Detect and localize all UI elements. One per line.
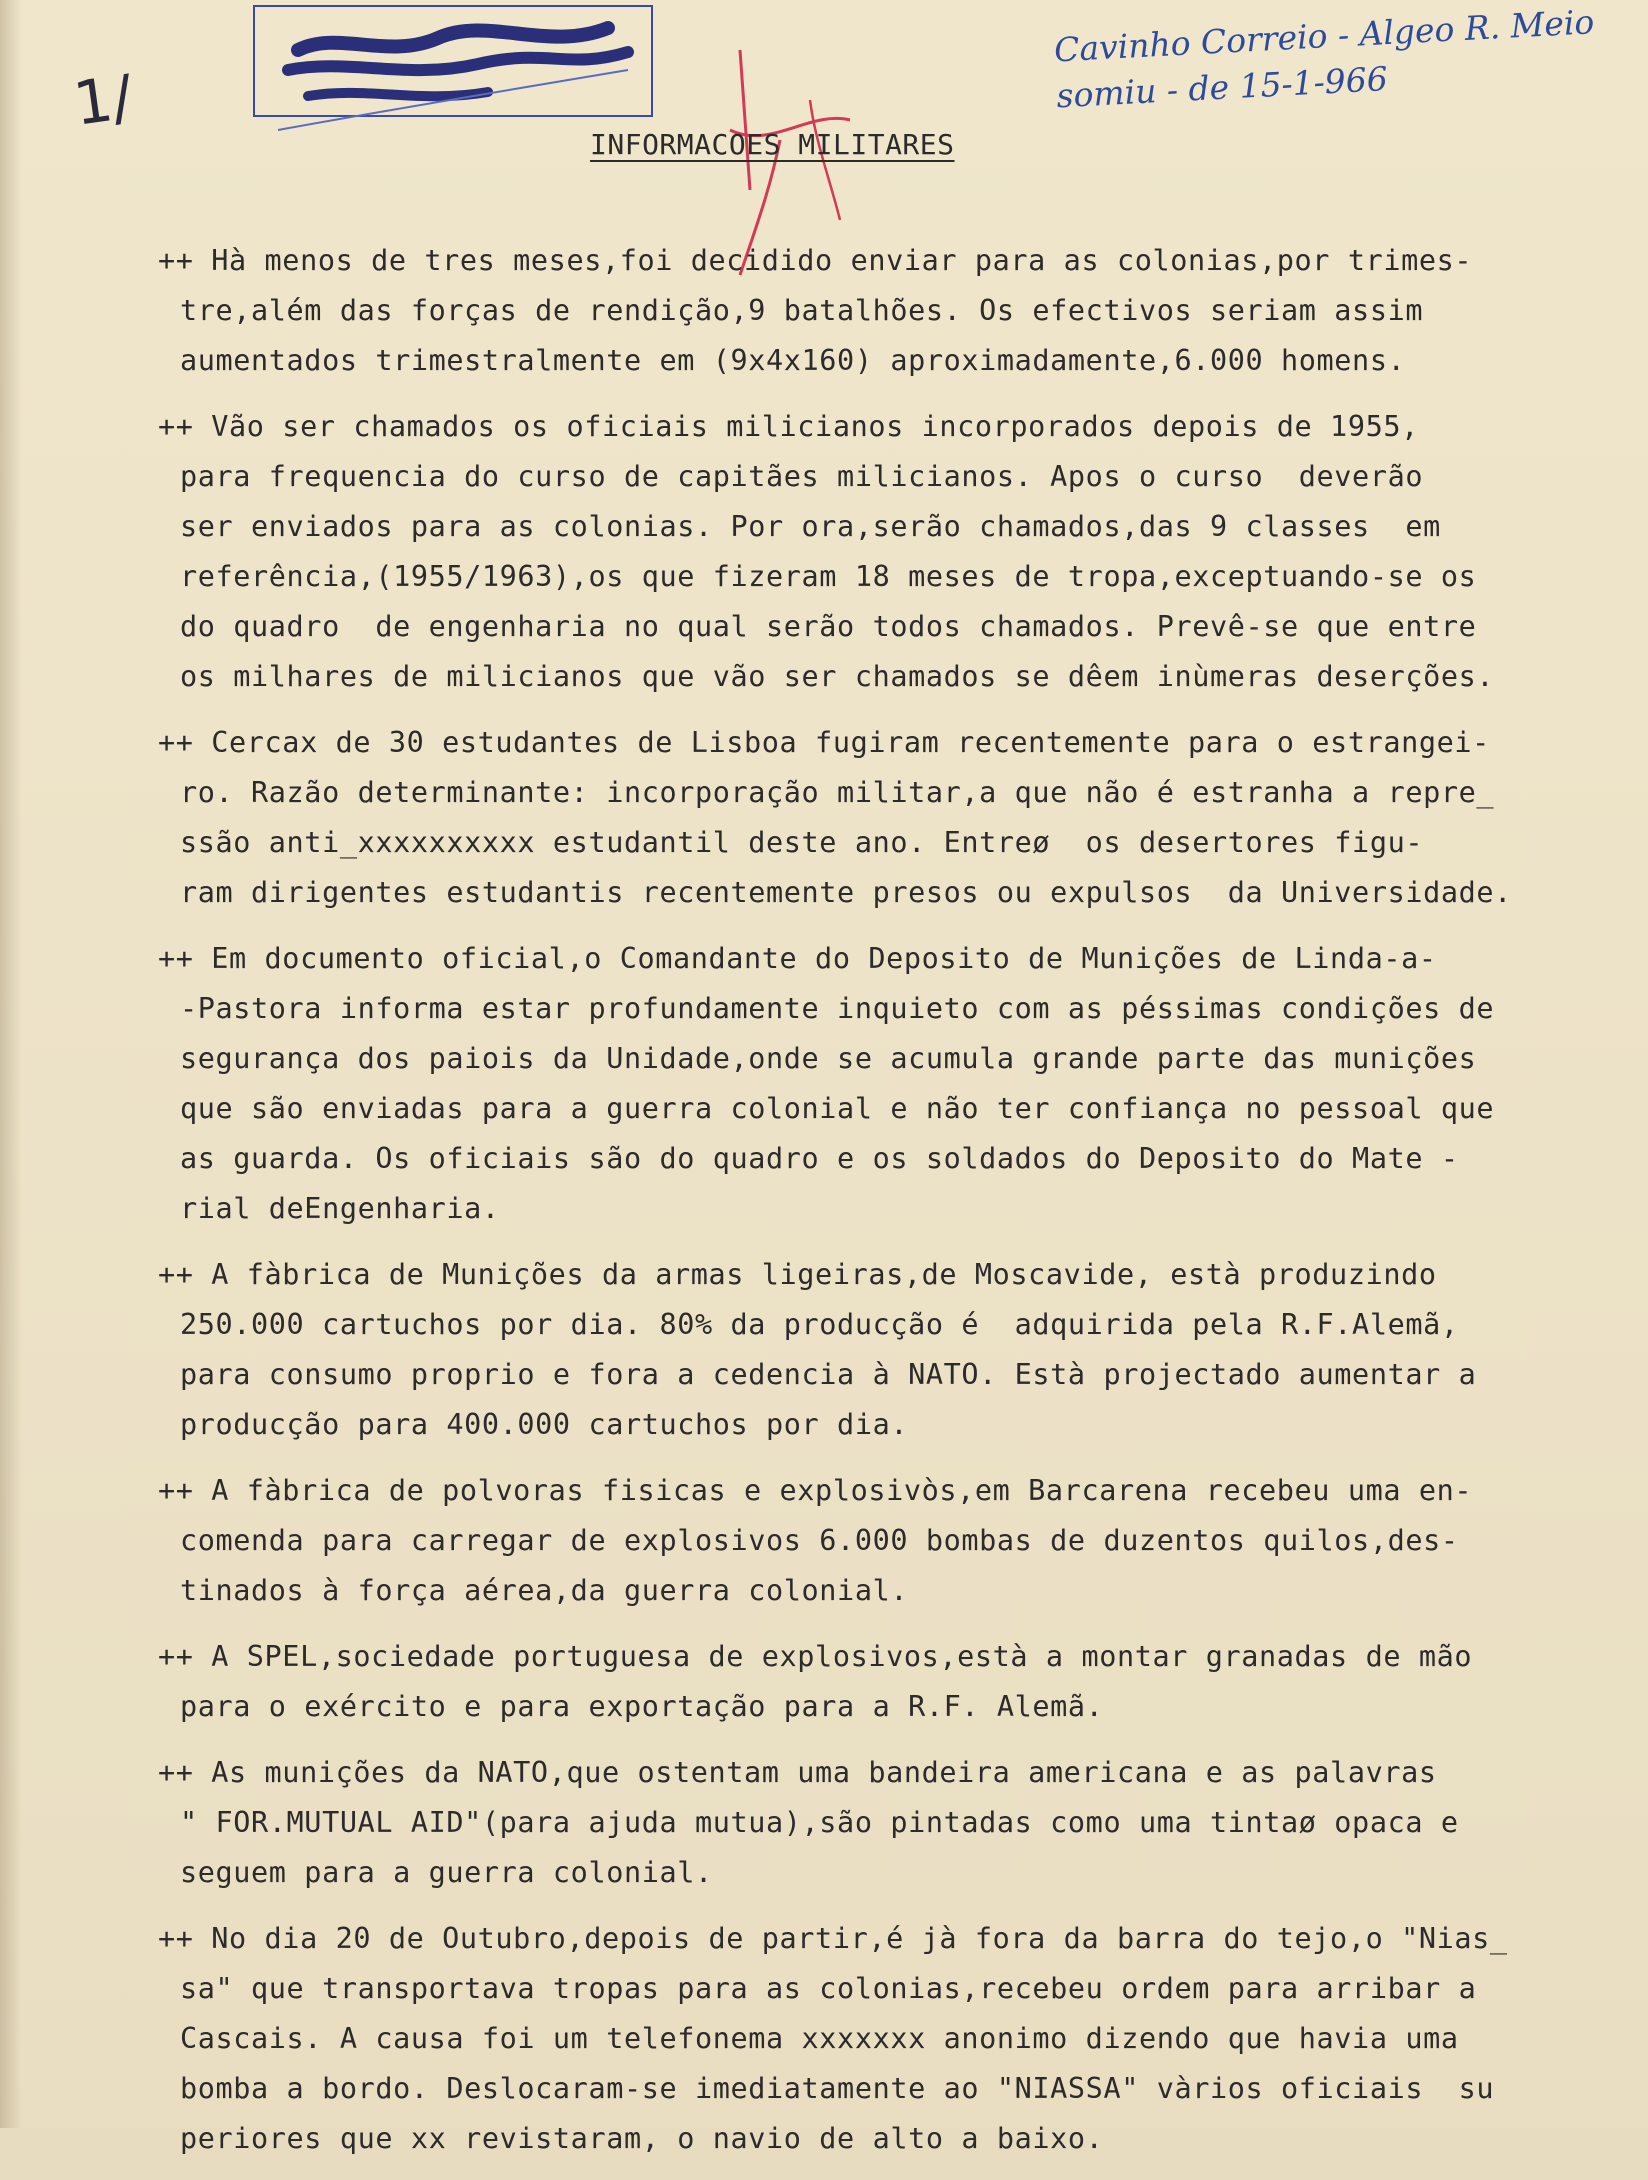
- paragraph: [158, 1466, 1628, 1616]
- text-line: ++ Cercax de 30 estudantes de Lisboa fugiram recentemente para o estrangei-: [158, 726, 1490, 759]
- paragraph: [158, 236, 1628, 386]
- text-line: sa" que transportava tropas para as colonias,recebeu ordem para arribar a: [180, 1972, 1477, 2005]
- paragraph: [158, 1748, 1628, 1898]
- page-number: 1/: [69, 62, 137, 140]
- text-line: periores que xx revistaram, o navio de alto a baixo.: [180, 2122, 1104, 2155]
- text-line: aumentados trimestralmente em (9x4x160) aproximadamente,6.000 homens.: [180, 344, 1406, 377]
- text-line: ++ A fàbrica de polvoras fisicas e explosivòs,em Barcarena recebeu uma en-: [158, 1474, 1473, 1507]
- text-line: ++ Vão ser chamados os oficiais milicianos incorporados depois de 1955,: [158, 410, 1419, 443]
- text-line: os milhares de milicianos que vão ser chamados se dêem inùmeras deserções.: [180, 660, 1495, 693]
- text-line: ++ A SPEL,sociedade portuguesa de explosivos,està a montar granadas de mão: [158, 1640, 1473, 1673]
- text-line: do quadro de engenharia no qual serão todos chamados. Prevê-se que entre: [180, 610, 1477, 643]
- text-line: ro. Razão determinante: incorporação militar,a que não é estranha a repre_: [180, 776, 1495, 809]
- document-title: INFORMACOES MILITARES: [590, 128, 955, 161]
- text-line: ssão anti_xxxxxxxxxx estudantil deste ano. Entreø os desertores figu-: [180, 826, 1424, 859]
- text-line: ++ Hà menos de tres meses,foi decidido enviar para as colonias,por trimes-: [158, 244, 1473, 277]
- text-line: tinados à força aérea,da guerra colonial.: [180, 1574, 909, 1607]
- text-line: ++ As munições da NATO,que ostentam uma bandeira americana e as palavras: [158, 1756, 1437, 1789]
- text-line: producção para 400.000 cartuchos por dia.: [180, 1408, 909, 1441]
- document-body: [158, 236, 1628, 2180]
- text-line: ram dirigentes estudantis recentemente presos ou expulsos da Universidade.: [180, 876, 1512, 909]
- text-line: " FOR.MUTUAL AID"(para ajuda mutua),são pintadas como uma tintaø opaca e: [180, 1806, 1459, 1839]
- text-line: ser enviados para as colonias. Por ora,serão chamados,das 9 classes em: [180, 510, 1441, 543]
- text-line: -Pastora informa estar profundamente inquieto com as péssimas condições de: [180, 992, 1495, 1025]
- paragraph: [158, 1914, 1628, 2164]
- handwritten-note-line-2: somiu - de 15-1-966: [1055, 59, 1389, 116]
- paragraph: [158, 402, 1628, 702]
- text-line: Cascais. A causa foi um telefonema xxxxxxx anonimo dizendo que havia uma: [180, 2022, 1459, 2055]
- paragraph: [158, 1632, 1628, 1732]
- text-line: seguem para a guerra colonial.: [180, 1856, 713, 1889]
- text-line: ++ A fàbrica de Munições da armas ligeiras,de Moscavide, està produzindo: [158, 1258, 1437, 1291]
- handwritten-note: [1053, 0, 1647, 119]
- text-line: bomba a bordo. Deslocaram-se imediatamente ao "NIASSA" vàrios oficiais su: [180, 2072, 1495, 2105]
- paragraph: [158, 1250, 1628, 1450]
- page-edge-shadow: [0, 0, 22, 2128]
- handwritten-note-line-1: Cavinho Correio - Algeo R. Meio: [1053, 2, 1596, 70]
- text-line: que são enviadas para a guerra colonial e não ter confiança no pessoal que: [180, 1092, 1495, 1125]
- text-line: para consumo proprio e fora a cedencia à NATO. Està projectado aumentar a: [180, 1358, 1477, 1391]
- text-line: rial deEngenharia.: [180, 1192, 500, 1225]
- text-line: referência,(1955/1963),os que fizeram 18 meses de tropa,exceptuando-se os: [180, 560, 1477, 593]
- text-line: para o exército e para exportação para a R.F. Alemã.: [180, 1690, 1104, 1723]
- paragraph: [158, 718, 1628, 918]
- text-line: ++ No dia 20 de Outubro,depois de partir,é jà fora da barra do tejo,o "Nias_: [158, 1922, 1508, 1955]
- text-line: para frequencia do curso de capitães milicianos. Apos o curso deverão: [180, 460, 1424, 493]
- text-line: tre,além das forças de rendição,9 batalhões. Os efectivos seriam assim: [180, 294, 1424, 327]
- text-line: as guarda. Os oficiais são do quadro e os soldados do Deposito do Mate -: [180, 1142, 1459, 1175]
- text-line: ++ Em documento oficial,o Comandante do Deposito de Munições de Linda-a-: [158, 942, 1437, 975]
- text-line: comenda para carregar de explosivos 6.000 bombas de duzentos quilos,des-: [180, 1524, 1459, 1557]
- paragraph: [158, 934, 1628, 1234]
- text-line: 250.000 cartuchos por dia. 80% da producção é adquirida pela R.F.Alemã,: [180, 1308, 1459, 1341]
- text-line: segurança dos paiois da Unidade,onde se acumula grande parte das munições: [180, 1042, 1477, 1075]
